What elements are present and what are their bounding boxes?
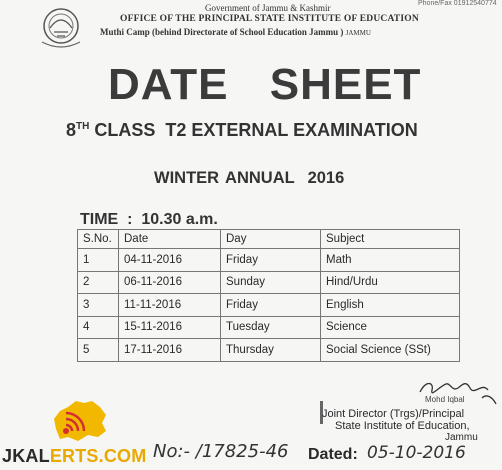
- cell-date: 15-11-2016: [119, 316, 221, 339]
- government-line: Government of Jammu & Kashmir: [205, 3, 331, 13]
- cell-date: 11-11-2016: [119, 294, 221, 317]
- dated-label: Dated:: [308, 446, 358, 463]
- cell-subject: Hind/Urdu: [321, 271, 460, 294]
- cell-day: Thursday: [221, 339, 321, 362]
- camp-city: JAMMU: [345, 29, 371, 37]
- signatory-institute: State Institute of Education,: [335, 420, 470, 432]
- reference-number: No:- /17825-46: [153, 441, 289, 462]
- cell-day: Friday: [221, 249, 321, 272]
- page-title: DATE SHEET: [108, 60, 422, 109]
- camp-address: Muthi Camp (behind Directorate of School Education Jammu ): [100, 27, 344, 37]
- date-sheet-table: [77, 229, 460, 362]
- table-row: [78, 271, 460, 294]
- table-row: [78, 294, 460, 317]
- cell-sno: 2: [78, 271, 119, 294]
- exam-rest: CLASS T2 EXTERNAL EXAMINATION: [94, 120, 418, 140]
- cell-day: Sunday: [221, 271, 321, 294]
- jk-map-wifi-logo-icon: [48, 399, 112, 445]
- watermark-text: [2, 446, 146, 467]
- table-row: [78, 339, 460, 362]
- column-header-date: Date: [119, 230, 221, 249]
- cell-date: 06-11-2016: [119, 271, 221, 294]
- office-line: OFFICE OF THE PRINCIPAL STATE INSTITUTE OF EDUCATION: [120, 14, 419, 24]
- cell-sno: 3: [78, 294, 119, 317]
- camp-line: [100, 27, 371, 37]
- cell-date: 04-11-2016: [119, 249, 221, 272]
- state-emblem-icon: [36, 6, 86, 50]
- cell-day: Friday: [221, 294, 321, 317]
- signatory-title: Joint Director (Trgs)/Principal: [322, 408, 465, 420]
- cell-subject: Science: [321, 316, 460, 339]
- cell-subject: English: [321, 294, 460, 317]
- column-header-subject: Subject: [321, 230, 460, 249]
- watermark-part2: ERTS.COM: [49, 446, 147, 466]
- cell-subject: Math: [321, 249, 460, 272]
- dated-value: 05-10-2016: [367, 443, 466, 463]
- exam-heading: [66, 120, 418, 141]
- table-row: [78, 249, 460, 272]
- cell-date: 17-11-2016: [119, 339, 221, 362]
- cell-day: Tuesday: [221, 316, 321, 339]
- cell-sno: 4: [78, 316, 119, 339]
- signatory-name: Mohd Iqbal: [425, 395, 465, 404]
- column-header-sno: S.No.: [78, 230, 119, 249]
- column-header-day: Day: [221, 230, 321, 249]
- class-number: 8: [66, 120, 77, 140]
- cell-sno: 5: [78, 339, 119, 362]
- table-header-row: [78, 230, 460, 249]
- watermark-part1: JKAL: [2, 446, 50, 466]
- table-row: [78, 316, 460, 339]
- class-suffix: TH: [76, 121, 90, 132]
- phone-fragment: Phone/Fax 01912540774: [418, 0, 497, 7]
- cell-sno: 1: [78, 249, 119, 272]
- exam-time: TIME : 10.30 a.m.: [80, 211, 218, 228]
- signatory-place: Jammu: [445, 432, 478, 443]
- cell-subject: Social Science (SSt): [321, 339, 460, 362]
- session-heading: WINTER ANNUAL 2016: [154, 169, 345, 187]
